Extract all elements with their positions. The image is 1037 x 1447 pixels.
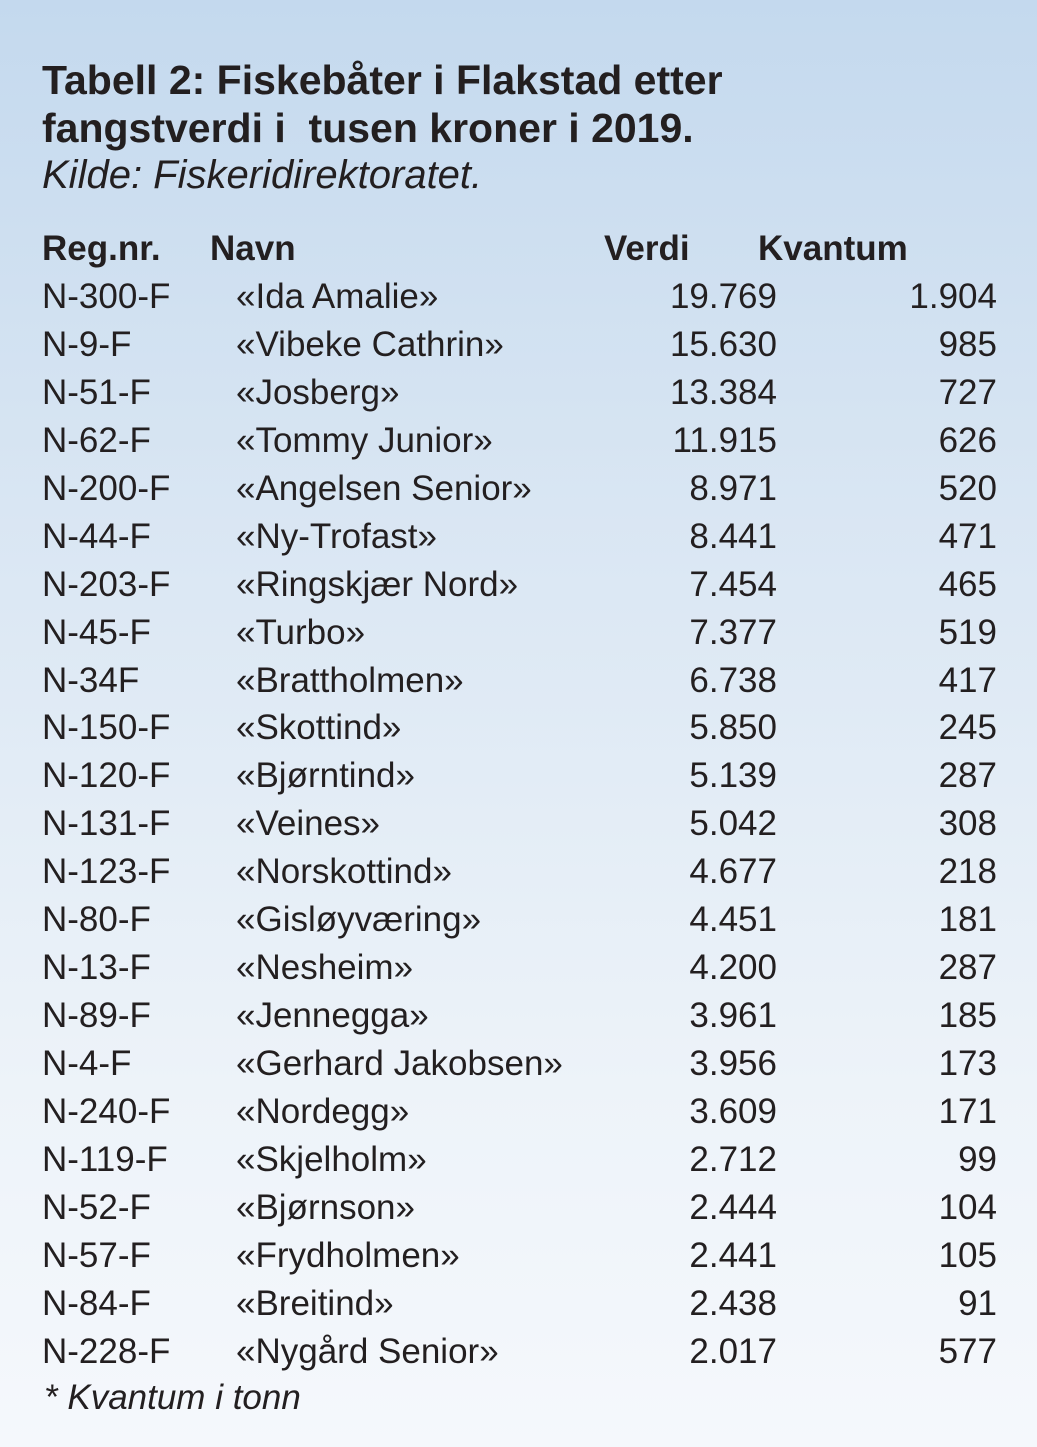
cell-verdi: 8.441 bbox=[689, 516, 777, 556]
cell-verdi: 7.454 bbox=[689, 564, 777, 604]
cell-reg: N-120-F bbox=[42, 756, 171, 796]
cell-reg: N-62-F bbox=[42, 420, 151, 460]
cell-reg: N-150-F bbox=[42, 708, 171, 748]
cell-reg: N-200-F bbox=[42, 468, 171, 508]
table-row bbox=[0, 609, 1037, 657]
cell-navn: «Norskottind» bbox=[236, 852, 452, 892]
cell-kvantum: 245 bbox=[938, 708, 997, 748]
cell-reg: N-57-F bbox=[42, 1235, 151, 1275]
cell-verdi: 2.444 bbox=[689, 1187, 777, 1227]
cell-verdi: 4.451 bbox=[689, 900, 777, 940]
column-header-reg: Reg.nr. bbox=[42, 229, 161, 268]
cell-verdi: 2.712 bbox=[689, 1139, 777, 1179]
table-row bbox=[0, 1040, 1037, 1088]
table-row bbox=[0, 800, 1037, 848]
table-row bbox=[0, 752, 1037, 800]
table-row bbox=[0, 1328, 1037, 1376]
cell-navn: «Veines» bbox=[236, 804, 381, 844]
cell-verdi: 19.769 bbox=[669, 277, 777, 316]
table-row bbox=[0, 896, 1037, 944]
cell-navn: «Ida Amalie» bbox=[236, 277, 439, 316]
footnote: * Kvantum i tonn bbox=[44, 1378, 301, 1417]
cell-reg: N-84-F bbox=[42, 1283, 151, 1323]
cell-reg: N-52-F bbox=[42, 1187, 151, 1227]
cell-verdi: 2.017 bbox=[689, 1331, 777, 1371]
table-row bbox=[0, 657, 1037, 705]
cell-kvantum: 181 bbox=[938, 900, 997, 940]
cell-verdi: 5.850 bbox=[689, 708, 777, 748]
cell-reg: N-9-F bbox=[42, 324, 132, 364]
table-row bbox=[0, 465, 1037, 513]
source-credit: Kilde: Fiskeridirektoratet. bbox=[42, 153, 483, 197]
cell-verdi: 4.677 bbox=[689, 852, 777, 892]
column-header-verdi: Verdi bbox=[604, 229, 690, 268]
cell-verdi: 11.915 bbox=[672, 420, 777, 460]
cell-verdi: 8.971 bbox=[689, 468, 777, 508]
cell-kvantum: 173 bbox=[938, 1044, 997, 1083]
cell-reg: N-203-F bbox=[42, 564, 171, 604]
cell-kvantum: 626 bbox=[938, 420, 997, 460]
cell-kvantum: 471 bbox=[938, 516, 997, 556]
cell-reg: N-44-F bbox=[42, 516, 151, 556]
cell-verdi: 3.956 bbox=[689, 1044, 777, 1083]
cell-navn: «Nordegg» bbox=[236, 1091, 410, 1131]
cell-verdi: 7.377 bbox=[689, 612, 777, 652]
cell-verdi: 2.441 bbox=[689, 1235, 777, 1275]
table-row bbox=[0, 1088, 1037, 1136]
cell-navn: «Skjelholm» bbox=[236, 1139, 427, 1179]
cell-verdi: 4.200 bbox=[689, 948, 777, 988]
table-row bbox=[0, 848, 1037, 896]
cell-kvantum: 985 bbox=[938, 324, 997, 364]
cell-reg: N-300-F bbox=[42, 277, 171, 316]
cell-navn: «Gisløyværing» bbox=[236, 900, 482, 940]
cell-kvantum: 520 bbox=[938, 468, 997, 508]
table-title bbox=[42, 56, 1002, 152]
cell-kvantum: 218 bbox=[938, 852, 997, 892]
cell-reg: N-123-F bbox=[42, 852, 171, 892]
cell-navn: «Skottind» bbox=[236, 708, 402, 748]
cell-navn: «Angelsen Senior» bbox=[236, 468, 532, 508]
cell-reg: N-13-F bbox=[42, 948, 151, 988]
column-header-navn: Navn bbox=[210, 229, 296, 268]
cell-reg: N-119-F bbox=[42, 1139, 168, 1179]
cell-verdi: 13.384 bbox=[669, 372, 777, 412]
cell-navn: «Breitind» bbox=[236, 1283, 394, 1323]
table-row bbox=[0, 704, 1037, 752]
cell-navn: «Tommy Junior» bbox=[236, 420, 493, 460]
table-body bbox=[0, 273, 1037, 1376]
cell-navn: «Nygård Senior» bbox=[236, 1331, 499, 1371]
table-row bbox=[0, 944, 1037, 992]
cell-kvantum: 105 bbox=[938, 1235, 997, 1275]
cell-kvantum: 577 bbox=[938, 1331, 997, 1371]
table-row bbox=[0, 1136, 1037, 1184]
cell-kvantum: 465 bbox=[938, 564, 997, 604]
cell-kvantum: 287 bbox=[938, 756, 997, 796]
cell-navn: «Nesheim» bbox=[236, 948, 414, 988]
cell-verdi: 5.139 bbox=[689, 756, 777, 796]
cell-kvantum: 171 bbox=[938, 1091, 997, 1131]
table-row bbox=[0, 1232, 1037, 1280]
cell-kvantum: 91 bbox=[958, 1283, 997, 1323]
cell-navn: «Turbo» bbox=[236, 612, 366, 652]
cell-reg: N-34F bbox=[42, 660, 140, 700]
table-row bbox=[0, 513, 1037, 561]
column-header-kvantum: Kvantum bbox=[758, 229, 908, 268]
cell-verdi: 15.630 bbox=[669, 324, 777, 364]
cell-kvantum: 519 bbox=[938, 612, 997, 652]
cell-reg: N-80-F bbox=[42, 900, 151, 940]
cell-navn: «Ringskjær Nord» bbox=[236, 564, 519, 604]
cell-navn: «Jennegga» bbox=[236, 996, 429, 1036]
cell-navn: «Ny-Trofast» bbox=[236, 516, 437, 556]
cell-navn: «Vibeke Cathrin» bbox=[236, 324, 504, 364]
cell-reg: N-228-F bbox=[42, 1331, 171, 1371]
cell-navn: «Gerhard Jakobsen» bbox=[236, 1044, 563, 1083]
cell-reg: N-89-F bbox=[42, 996, 151, 1036]
cell-navn: «Josberg» bbox=[236, 372, 400, 412]
cell-reg: N-4-F bbox=[42, 1044, 132, 1083]
cell-reg: N-131-F bbox=[42, 804, 171, 844]
cell-verdi: 2.438 bbox=[689, 1283, 777, 1323]
table-row bbox=[0, 321, 1037, 369]
cell-verdi: 6.738 bbox=[689, 660, 777, 700]
title-line-1: Tabell 2: Fiskebåter i Flakstad etter bbox=[42, 57, 723, 103]
cell-reg: N-240-F bbox=[42, 1091, 171, 1131]
cell-kvantum: 308 bbox=[938, 804, 997, 844]
table-row bbox=[0, 561, 1037, 609]
cell-kvantum: 1.904 bbox=[909, 277, 997, 316]
cell-kvantum: 185 bbox=[938, 996, 997, 1036]
cell-verdi: 3.609 bbox=[689, 1091, 777, 1131]
title-line-2: fangstverdi i tusen kroner i 2019. bbox=[42, 105, 694, 151]
cell-kvantum: 99 bbox=[958, 1139, 997, 1179]
table-row bbox=[0, 992, 1037, 1040]
cell-kvantum: 417 bbox=[938, 660, 997, 700]
table-row bbox=[0, 417, 1037, 465]
cell-navn: «Frydholmen» bbox=[236, 1235, 460, 1275]
table-row bbox=[0, 369, 1037, 417]
cell-kvantum: 287 bbox=[938, 948, 997, 988]
cell-navn: «Bjørnson» bbox=[236, 1187, 415, 1227]
cell-reg: N-51-F bbox=[42, 372, 151, 412]
cell-navn: «Bjørntind» bbox=[236, 756, 415, 796]
cell-kvantum: 104 bbox=[938, 1187, 997, 1227]
cell-verdi: 5.042 bbox=[689, 804, 777, 844]
cell-reg: N-45-F bbox=[42, 612, 151, 652]
cell-verdi: 3.961 bbox=[689, 996, 777, 1036]
table-row bbox=[0, 1184, 1037, 1232]
table-row bbox=[0, 273, 1037, 321]
table-row bbox=[0, 1280, 1037, 1328]
cell-navn: «Brattholmen» bbox=[236, 660, 464, 700]
cell-kvantum: 727 bbox=[938, 372, 997, 412]
